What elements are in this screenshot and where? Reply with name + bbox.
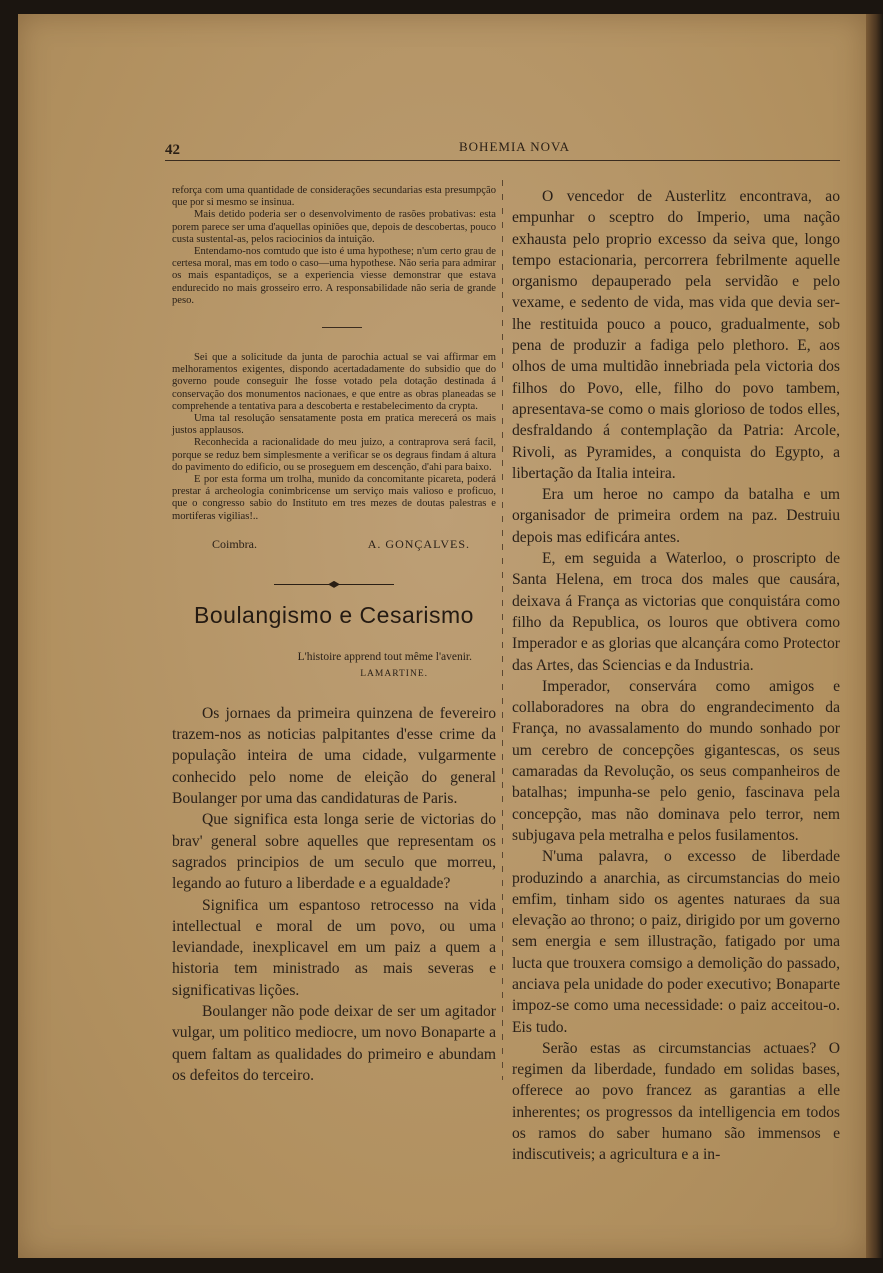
note-paragraph: Reconhecida a racionalidade do meu juizo, a contraprova será facil, porque se reduz bem simplesmente a verificar se os degraus findam á altura do pavimento do edificio, ou se proseguem em descenção, d'ahi para baixo.	[172, 437, 496, 473]
body-paragraph: N'uma palavra, o excesso de liberdade produzindo a anarchia, as circumstancias do meio emfim, tinham sido os agentes naturaes da sua elevação ao throno; o paiz, dirigido por um governo sem energia e sem illustração, fatigado por uma lucta que trouxera comsigo a demolição do passado, anciava pela unidade do poder executivo; Bonaparte impoz-se como uma necessidade: o paiz acceitou-o. Eis tudo.	[512, 848, 840, 1036]
header-rule	[165, 160, 840, 161]
note-text	[172, 352, 496, 523]
note-paragraph: Uma tal resolução sensatamente posta em pratica merecerá os mais justos applausos.	[172, 413, 496, 437]
ornament-divider	[274, 580, 394, 590]
intro-paragraph: reforça com uma quantidade de considerações secundarias esta presumpção que por si mesmo se insinua.	[172, 185, 496, 209]
section-rule	[322, 327, 362, 328]
body-paragraph: Que significa esta longa serie de victorias do brav' general sobre aquelles que representam os sagrados principios de um seculo que morreu, legando ao futuro a liberdade e a egualdade?	[172, 811, 496, 893]
left-column	[172, 185, 496, 1086]
column-divider	[502, 180, 503, 1080]
place: Coimbra.	[212, 536, 257, 551]
intro-paragraph: Mais detido poderia ser o desenvolvimento de rasões probativas: esta porem parece ser uma d'aquellas opiniões que, depois de descobertas, pouco custa sustental-as, pelos raciocinios da intuição.	[172, 209, 496, 245]
author: A. GONÇALVES.	[367, 536, 470, 551]
body-paragraph: O vencedor de Austerlitz encontrava, ao empunhar o sceptro do Imperio, uma nação exhausta pelo proprio excesso da seiva que, longo tempo estacionaria, percorrera febrilmente aquelle organismo depauperado pela servidão e pelo vexame, e sedento de vida, mas vida que devia ser-lhe restituida pouco a pouco, gradualmente, sob pena de produzir a fadiga pelo plethoro. E, aos olhos de uma multidão innebriada pela victoria dos filhos do Povo, elle, filho do povo tambem, apresentava-se como o mais glorioso de todos elles, desfraldando á contemplação da Patria: Arcole, Rivoli, as Pyramides, a conquista do Egypto, a libertação da Italia inteira.	[512, 188, 840, 482]
intro-text	[172, 185, 496, 307]
note-paragraph: Sei que a solicitude da junta de parochia actual se vai affirmar em melhoramentos exigentes, dispondo acertadadamente do subsidio que do governo poude conseguir lhe fosse votado pela dotação destinada á conservação dos monumentos nacionaes, e que entre as obras planeadas se comprehende a tentativa para a descoberta e restabelecimento da crypta.	[172, 352, 496, 412]
epigraph-author: LAMARTINE.	[360, 668, 428, 679]
note-paragraph: E por esta forma um trolha, munido da concomitante picareta, poderá prestar á archeologia conimbricense um serviço mais valioso e proficuo, que o congresso sabio do Instituto em tres mezes de doutas palestras e mortiferas vigilias!..	[172, 474, 496, 522]
intro-paragraph: Entendamo-nos comtudo que isto é uma hypothese; n'um certo grau de certesa moral, mas em todo o caso—uma hypothese. Não seria para admirar os mais espantadiços, se a experiencia viesse demonstrar que estava endurecido no mais grosseiro erro. A responsabilidade não seria de grande peso.	[172, 246, 496, 306]
article-body-left	[172, 703, 496, 1086]
body-paragraph: Serão estas as circumstancias actuaes? O regimen da liberdade, fundado em solidas bases, offerece ao povo francez as garantias a elle inherentes; os progressos da intelligencia em todos os ramos do saber humano são immensos e indiscutiveis; a agricultura e a in-	[512, 1039, 840, 1164]
page-number: 42	[165, 142, 180, 158]
body-paragraph: Era um heroe no campo da batalha e um organisador de primeira ordem na paz. Destruiu depois mas edificára antes.	[512, 486, 840, 546]
body-paragraph: E, em seguida a Waterloo, o proscripto de Santa Helena, em troca dos males que causára, deixava á França as victorias que conquistára como filho da Republica, os louros que obtivera como Imperador e as glorias que alcançára como Protector das Artes, das Sciencias e da Industria.	[512, 550, 840, 674]
body-paragraph: Imperador, conservára como amigos e collaboradores na obra do engrandecimento da França, no avassalamento do mundo sonhado por um cerebro de concepções gigantescas, os seus camaradas da Revolução, os seus companheiros de batalhas; impunha-se pelo genio, fascinava pela concepção, mas não dominava pelo terror, nem subjugava pela metralha e pelos fusilamentos.	[512, 677, 840, 844]
signature-line	[172, 537, 496, 552]
running-title: BOHEMIA NOVA	[459, 139, 571, 154]
body-paragraph: Significa um espantoso retrocesso na vida intellectual e moral de um povo, ou uma leviandade, inexplicavel em um paiz a quem a historia tem ministrado as mais severas e significativas lições.	[172, 896, 496, 999]
page-edge	[866, 14, 883, 1258]
epigraph: L'histoire apprend tout même l'avenir.	[297, 650, 472, 663]
article-title: Boulangismo e Cesarismo	[194, 601, 474, 628]
body-paragraph: Boulanger não pode deixar de ser um agitador vulgar, um politico mediocre, um novo Bonaparte a quem faltam as qualidades do primeiro e abundam os defeitos do terceiro.	[172, 1003, 496, 1084]
article-body-right	[512, 186, 840, 1166]
body-paragraph: Os jornaes da primeira quinzena de fevereiro trazem-nos as noticias palpitantes d'esse crime da população inteira de uma cidade, vulgarmente conhecido pelo nome de eleição do general Boulanger por uma das candidaturas de Paris.	[172, 704, 496, 808]
right-column	[512, 186, 840, 1166]
